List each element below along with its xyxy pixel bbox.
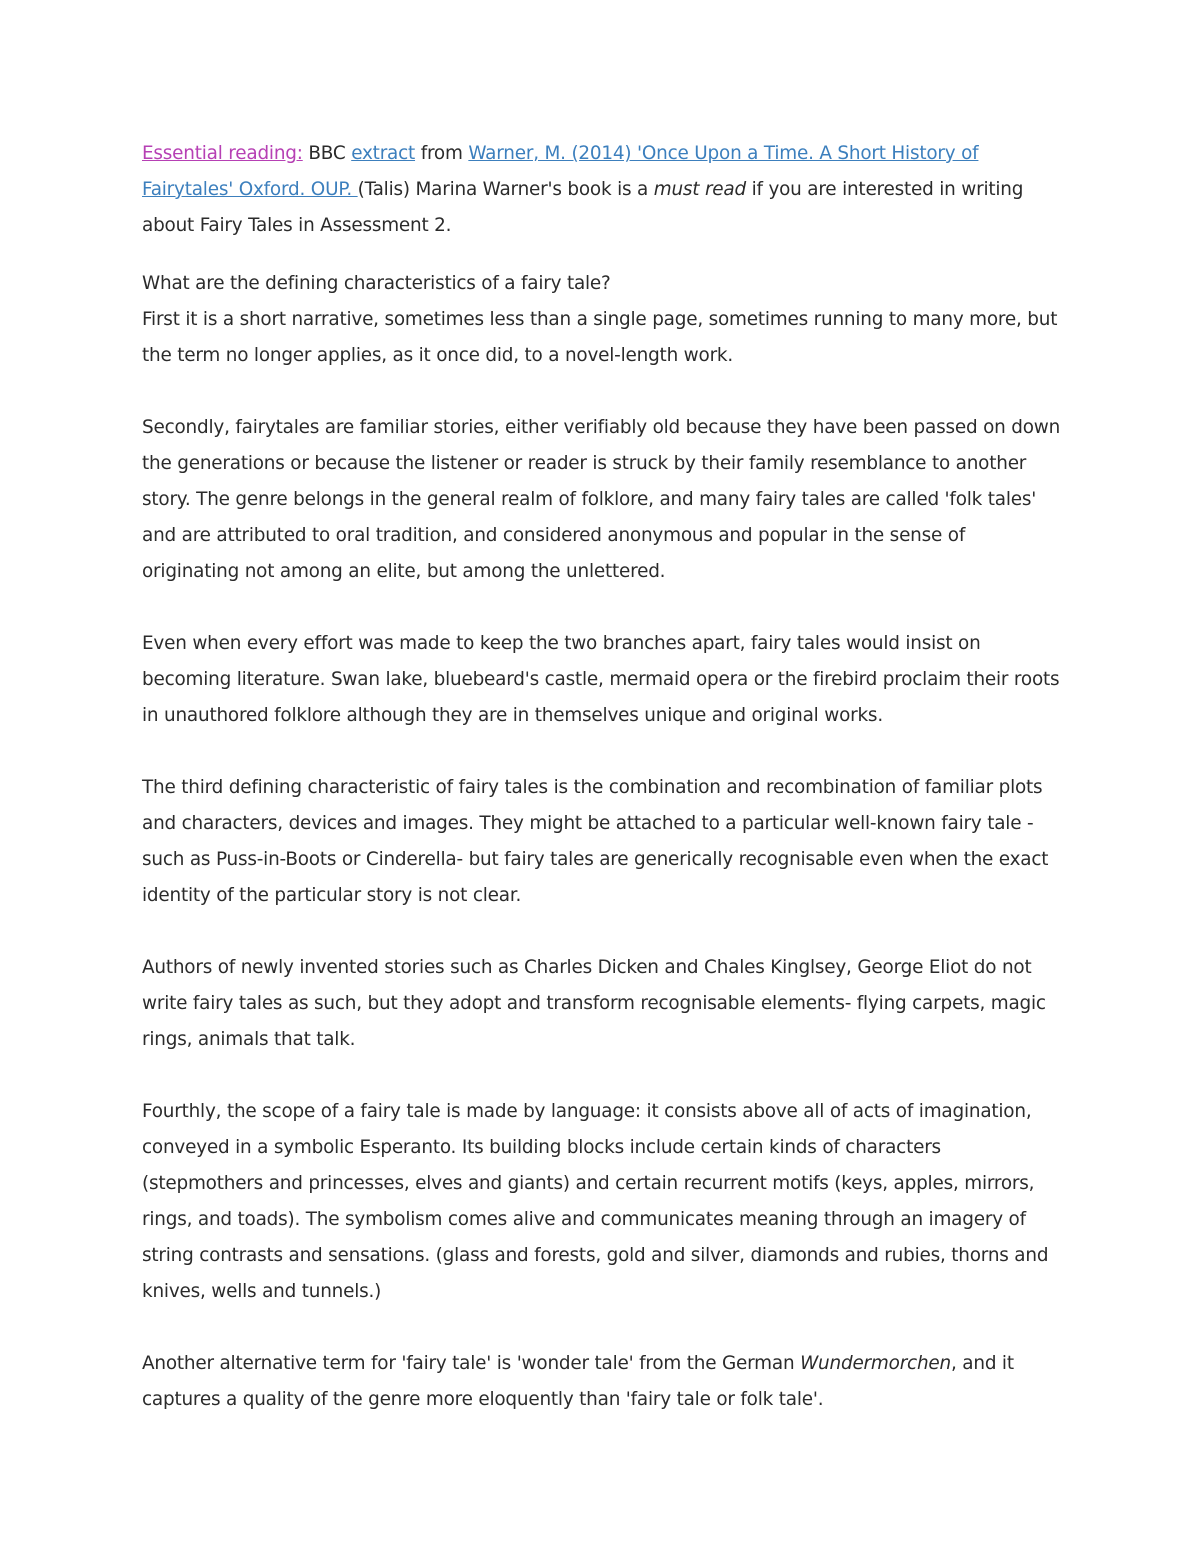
talis-text: (Talis) Marina Warner's book is a — [357, 179, 654, 200]
blank-line — [142, 1058, 1067, 1094]
bbc-text: BBC — [302, 143, 352, 164]
paragraph-authors: Authors of newly invented stories such as Charles Dicken and Chales Kinglsey, George Eliot do not write fairy tales as such, but they adopt and transform recognisable elements- flying carpets, magic rings, animals that talk. — [142, 957, 1046, 1050]
essential-reading-link[interactable]: Essential reading: — [142, 143, 303, 164]
blank-line — [142, 734, 1067, 770]
blank-line — [142, 374, 1067, 410]
paragraph-first: First it is a short narrative, sometimes less than a single page, sometimes running to many more, but the term no longer applies, as it once did, to a novel-length work. — [142, 309, 1058, 366]
paragraph-second: Secondly, fairytales are familiar stories, either verifiably old because they have been passed on down the generations or because the listener or reader is struck by their family resemblance to another story. The genre belongs in the general realm of folklore, and many fairy tales are called 'folk tales' and are attributed to oral tradition, and considered anonymous and popular in the sense of originating not among an elite, but among the unlettered. — [142, 417, 1061, 582]
blank-line — [142, 914, 1067, 950]
intro-end-text: if you are interested in writing about Fairy Tales in Assessment 2. — [142, 179, 1024, 236]
blank-line — [142, 1310, 1067, 1346]
question-heading: What are the defining characteristics of a fairy tale? — [142, 273, 611, 294]
document-page — [142, 136, 1067, 1418]
paragraph-wonder-tale — [142, 1346, 1067, 1418]
must-read-text: must read — [653, 179, 746, 200]
wonder-german-term: Wundermorchen — [800, 1353, 951, 1374]
wonder-text-end: , and it captures a quality of the genre more eloquently than 'fairy tale or folk tale'. — [142, 1353, 1014, 1410]
citation-link[interactable]: Warner, M. (2014) 'Once Upon a Time. A Short History of Fairytales' Oxford. OUP. — [142, 143, 979, 200]
intro-paragraph — [142, 136, 1067, 244]
wonder-text-start: Another alternative term for 'fairy tale' is 'wonder tale' from the German — [142, 1353, 801, 1374]
paragraph-third: The third defining characteristic of fairy tales is the combination and recombination of familiar plots and characters, devices and images. They might be attached to a particular well-known fairy tale - such as Puss-in-Boots or Cinderella- but fairy tales are generically recognisable even when the exact identity of the particular story is not clear. — [142, 777, 1049, 906]
paragraph-fourth: Fourthly, the scope of a fairy tale is made by language: it consists above all of acts of imagination, conveyed in a symbolic Esperanto. Its building blocks include certain kinds of characters (stepmothers and princesses, elves and giants) and certain recurrent motifs (keys, apples, mirrors, rings, and toads). The symbolism comes alive and communicates meaning through an imagery of string contrasts and sensations. (glass and forests, gold and silver, diamonds and rubies, thorns and knives, wells and tunnels.) — [142, 1101, 1049, 1302]
blank-line — [142, 590, 1067, 626]
from-text: from — [415, 143, 469, 164]
paragraph-literature: Even when every effort was made to keep the two branches apart, fairy tales would insist on becoming literature. Swan lake, bluebeard's castle, mermaid opera or the firebird proclaim their roots in unauthored folklore although they are in themselves unique and original works. — [142, 633, 1060, 726]
extract-link[interactable]: extract — [351, 143, 416, 164]
